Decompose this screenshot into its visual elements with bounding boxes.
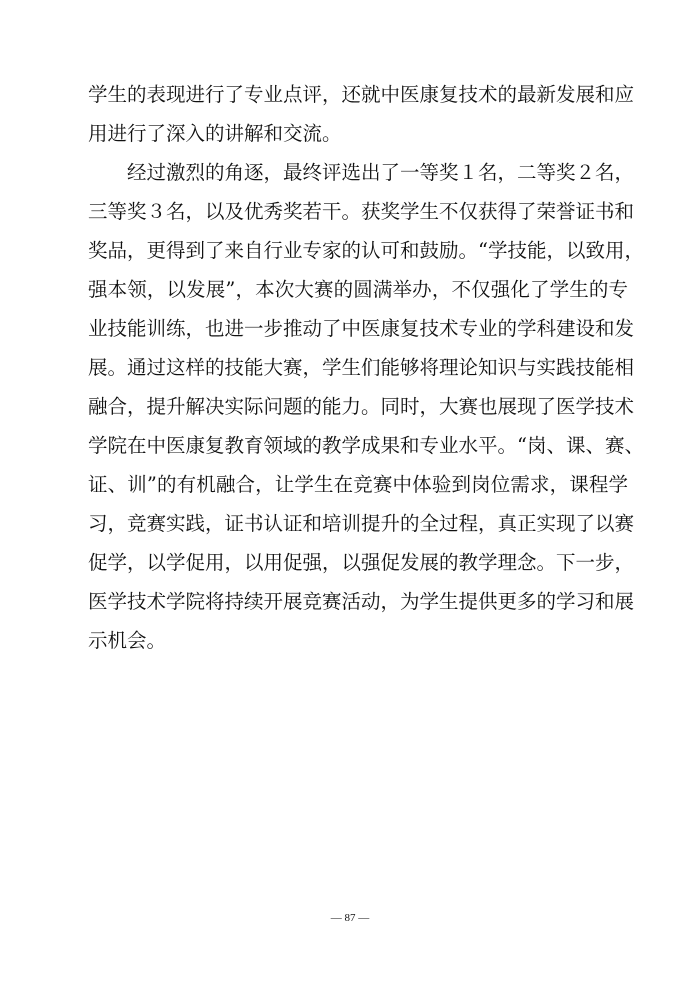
text-line: 三等奖３名，以及优秀奖若干。获奖学生不仅获得了荣誉证书和 bbox=[88, 200, 635, 223]
text-line: 学生的表现进行了专业点评，还就中医康复技术的最新发展和应 bbox=[88, 83, 635, 106]
text-line: 经过激烈的角逐，最终评选出了一等奖１名，二等奖２名， bbox=[88, 161, 635, 184]
text-line: 医学技术学院将持续开展竞赛活动，为学生提供更多的学习和展 bbox=[88, 590, 635, 613]
text-line: 融合，提升解决实际问题的能力。同时，大赛也展现了医学技术 bbox=[88, 395, 635, 418]
text-line: 强本领，以发展”，本次大赛的圆满举办，不仅强化了学生的专 bbox=[88, 278, 628, 301]
text-line: 证、训”的有机融合，让学生在竞赛中体验到岗位需求，课程学 bbox=[88, 473, 628, 496]
text-line: 用进行了深入的讲解和交流。 bbox=[88, 122, 342, 145]
text-line: 促学，以学促用，以用促强，以强促发展的教学理念。下一步， bbox=[88, 551, 635, 574]
text-line: 展。通过这样的技能大赛，学生们能够将理论知识与实践技能相 bbox=[88, 356, 635, 379]
text-line: 示机会。 bbox=[88, 629, 167, 652]
page-number: — 87 — bbox=[330, 912, 370, 924]
text-line: 奖品，更得到了来自行业专家的认可和鼓励。“学技能，以致用， bbox=[88, 239, 644, 262]
text-line: 业技能训练，也进一步推动了中医康复技术专业的学科建设和发 bbox=[88, 317, 635, 340]
text-line: 习，竞赛实践，证书认证和培训提升的全过程，真正实现了以赛 bbox=[88, 512, 635, 535]
text-line: 学院在中医康复教育领域的教学成果和专业水平。“岗、课、赛、 bbox=[88, 434, 644, 457]
body-text bbox=[88, 75, 644, 660]
